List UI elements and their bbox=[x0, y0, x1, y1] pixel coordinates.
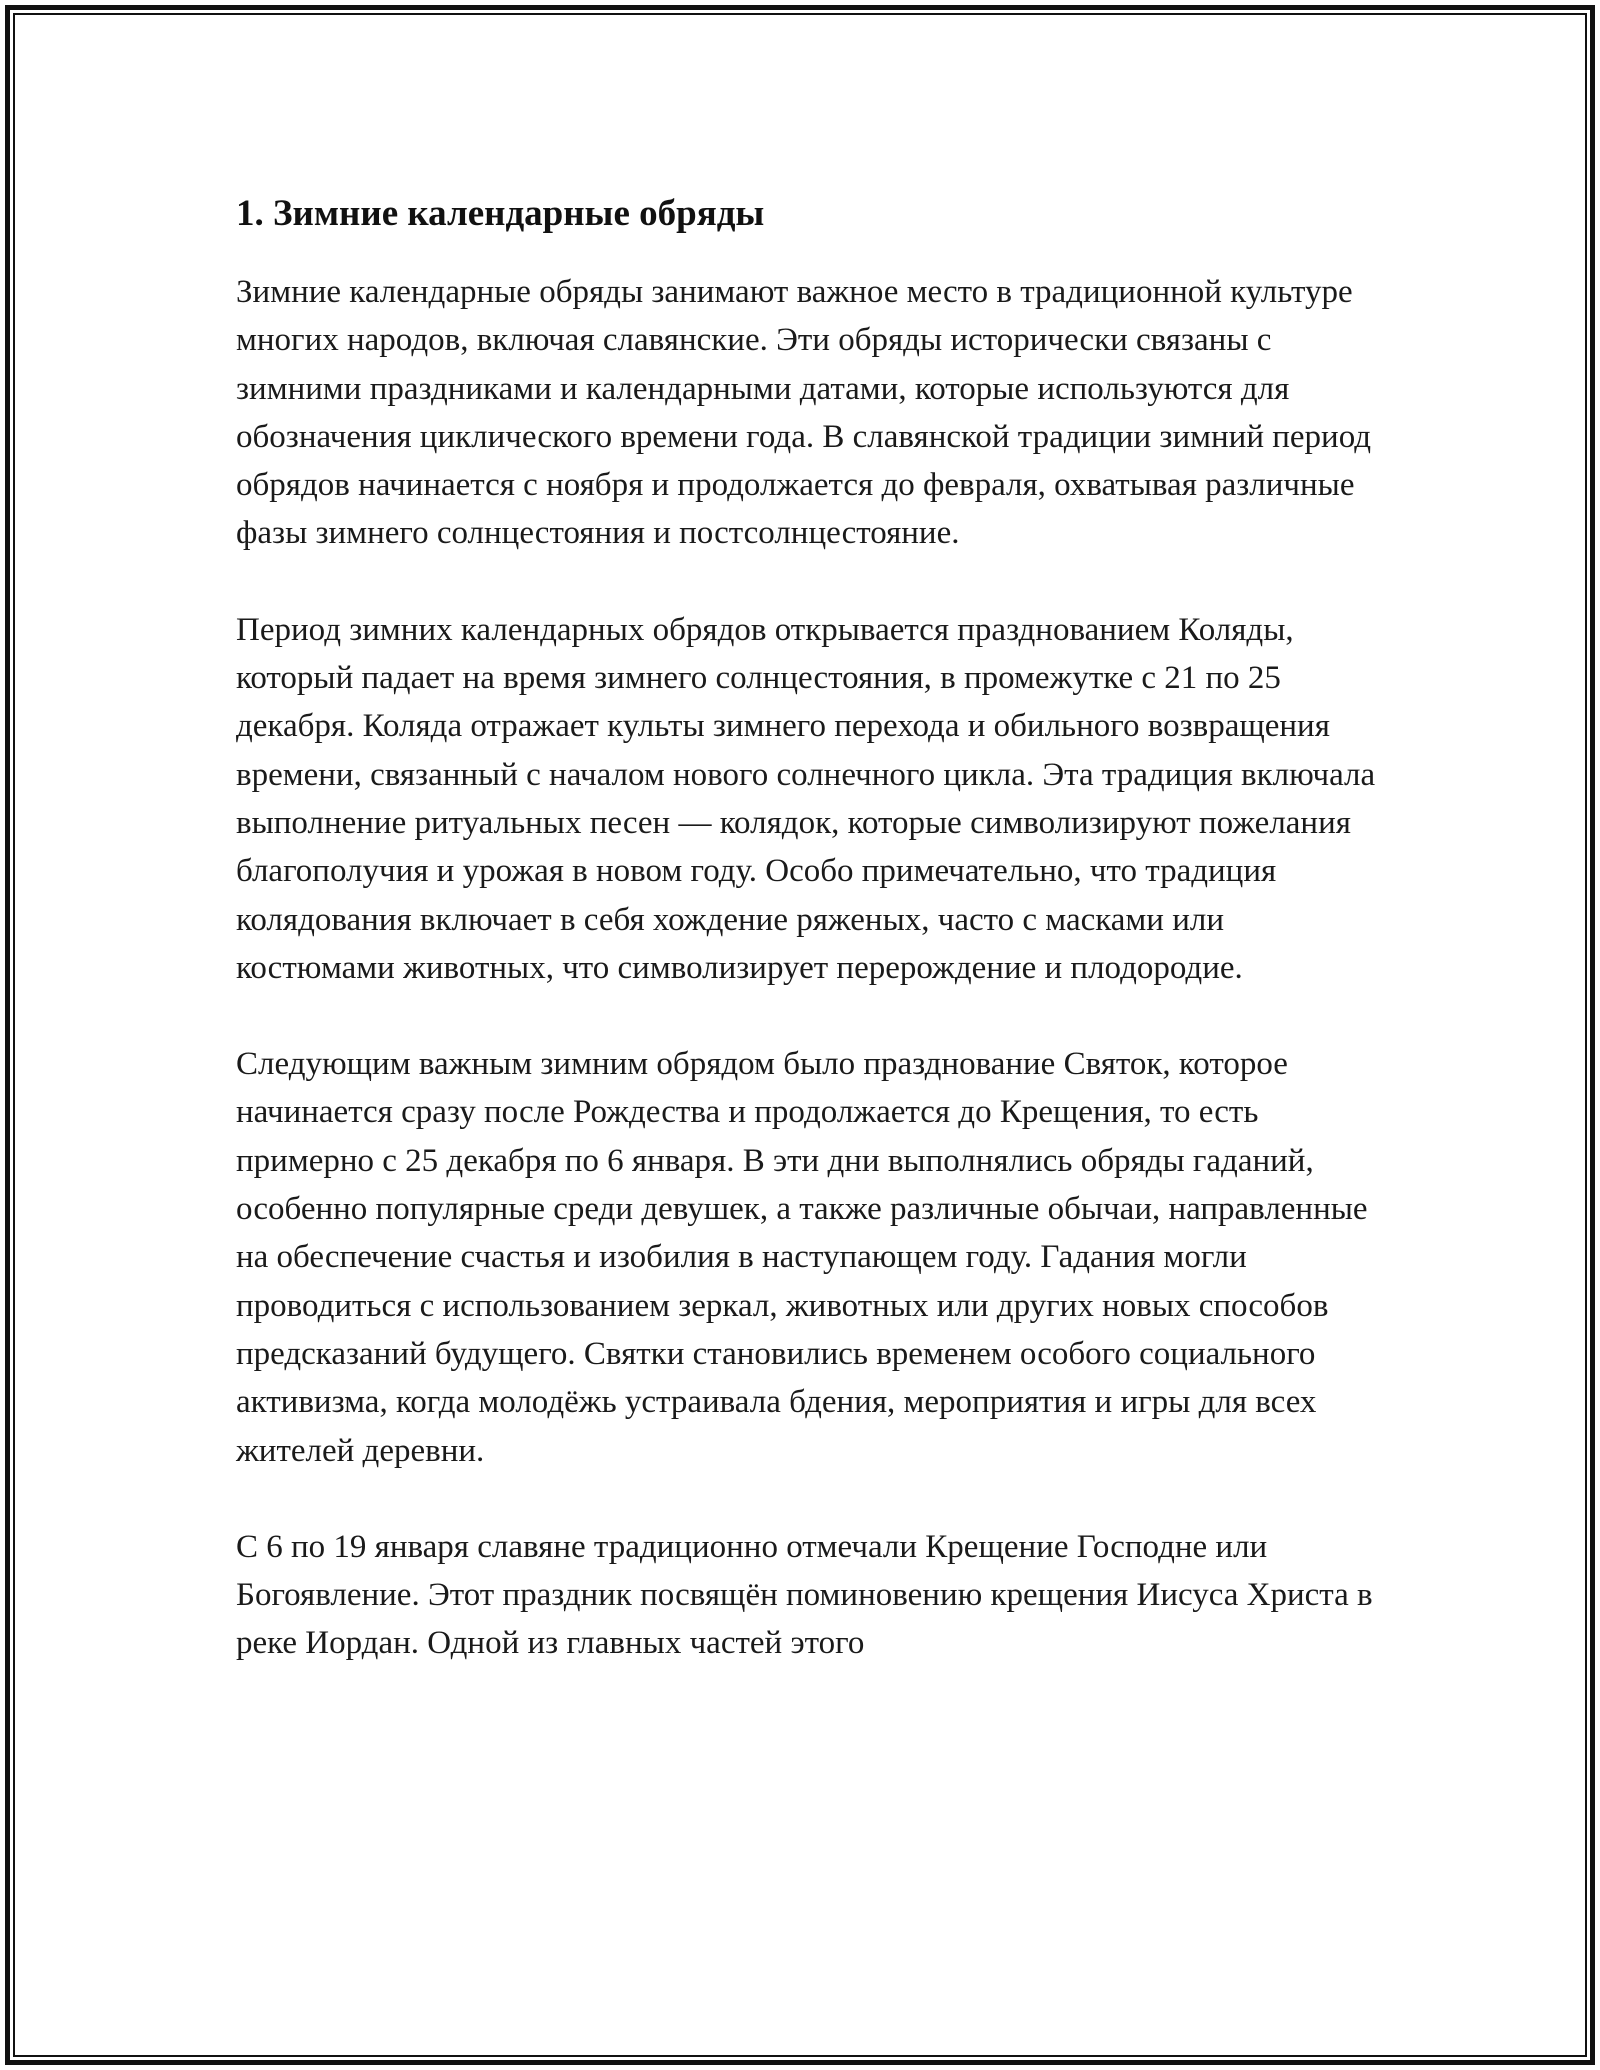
document-body bbox=[236, 188, 1376, 1716]
paragraph-svyatki: Следующим важным зимним обрядом было празднование Святок, которое начинается сразу после Рождества и продолжается до Крещения, то есть примерно с 25 декабря по 6 января. В эти дни выполнялись обряды гаданий, особенно популярные среди девушек, а также различные обычаи, направленные на обеспечение счастья и изобилия в наступающем году. Гадания могли проводиться с использованием зеркал, животных или других новых способов предсказаний будущего. Святки становились временем особого социального активизма, когда молодёжь устраивала бдения, мероприятия и игры для всех жителей деревни. bbox=[236, 1046, 1368, 1469]
section-title: 1. Зимние календарные обряды bbox=[236, 193, 765, 234]
paragraph-kolyada: Период зимних календарных обрядов открывается празднованием Коляды, который падает на время зимнего солнцестояния, в промежутке с 21 по 25 декабря. Коляда отражает культы зимнего перехода и обильного возвращения времени, связанный с началом нового солнечного цикла. Эта традиция включала выполнение ритуальных песен — колядок, которые символизируют пожелания благополучия и урожая в новом году. Особо примечательно, что традиция колядования включает в себя хождение ряженых, часто с масками или костюмами животных, что символизирует перерождение и плодородие. bbox=[236, 611, 1376, 986]
paragraph-intro: Зимние календарные обряды занимают важное место в традиционной культуре многих народов, включая славянские. Эти обряды исторически связаны с зимними праздниками и календарными датами, которые используются для обозначения циклического времени года. В славянской традиции зимний период обрядов начинается с ноября и продолжается до февраля, охватывая различные фазы зимнего солнцестояния и постсолнцестояние. bbox=[236, 274, 1372, 552]
paragraph-kreshchenie: С 6 по 19 января славяне традиционно отмечали Крещение Господне или Богоявление. Этот праздник посвящён поминовению крещения Иисуса Христа в реке Иордан. Одной из главных частей этого bbox=[236, 1528, 1373, 1662]
